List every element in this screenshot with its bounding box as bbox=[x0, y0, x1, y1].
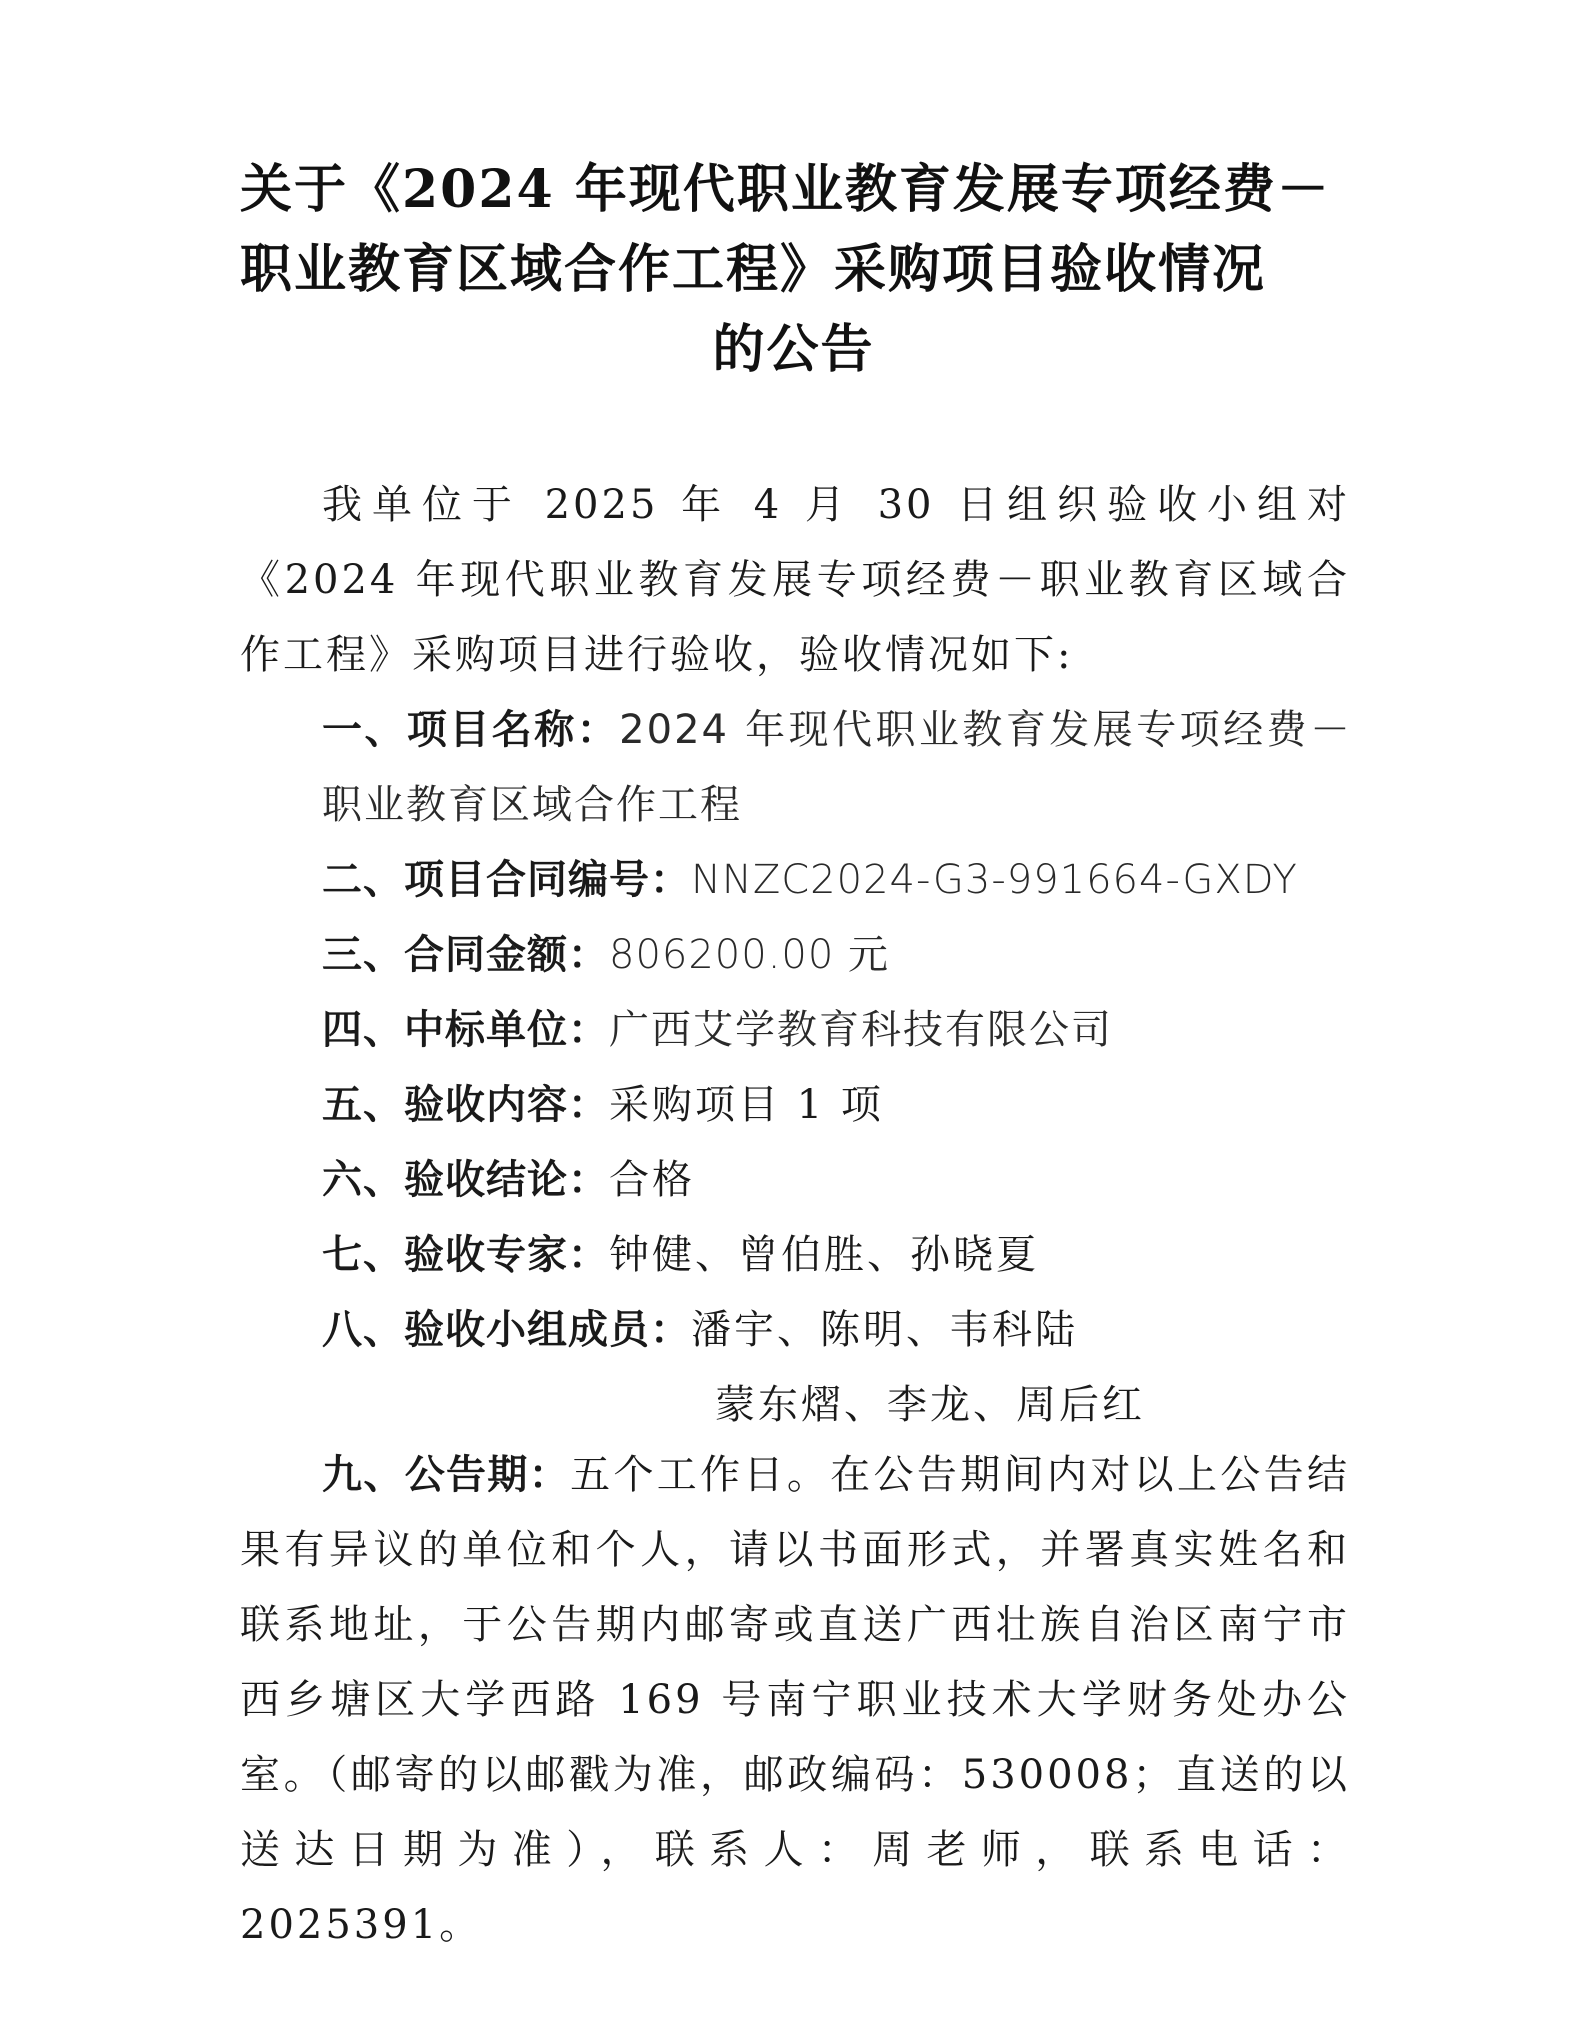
item-group-members bbox=[322, 1293, 1352, 1368]
item-label: 四、中标单位： bbox=[322, 1007, 609, 1053]
notice-label: 九、公告期： bbox=[322, 1452, 571, 1498]
title-line-1: 关于《2024 年现代职业教育发展专项经费－ bbox=[240, 159, 1331, 220]
item-label: 二、项目合同编号： bbox=[322, 857, 691, 903]
item-acceptance-conclusion bbox=[322, 1143, 1352, 1218]
item-value: 2024 年现代职业教育发展专项经费－职业教育区域合作工程 bbox=[322, 707, 1353, 828]
item-acceptance-content bbox=[322, 1068, 1352, 1143]
item-value: 广西艾学教育科技有限公司 bbox=[609, 1007, 1113, 1053]
item-project-name bbox=[322, 693, 1352, 843]
item-value: 806200.00 元 bbox=[609, 932, 890, 978]
notice-paragraph bbox=[240, 1438, 1350, 1963]
item-label: 七、验收专家： bbox=[322, 1232, 609, 1278]
item-label: 三、合同金额： bbox=[322, 932, 609, 978]
item-contract-amount bbox=[322, 918, 1352, 993]
item-value: 潘宇、陈明、韦科陆 bbox=[691, 1307, 1078, 1353]
title-line-3: 的公告 bbox=[712, 319, 875, 380]
item-label: 五、验收内容： bbox=[322, 1082, 609, 1128]
item-value: 采购项目 1 项 bbox=[609, 1082, 884, 1128]
item-contract-no bbox=[322, 843, 1352, 918]
group-members-continued: 蒙东熠、李龙、周后红 bbox=[715, 1382, 1145, 1428]
item-label: 八、验收小组成员： bbox=[322, 1307, 691, 1353]
notice-text: 五个工作日。在公告期间内对以上公告结果有异议的单位和个人，请以书面形式，并署真实姓名和联系地址，于公告期内邮寄或直送广西壮族自治区南宁市西乡塘区大学西路 169 号南宁职业技术大学财务处办公室。（邮寄的以邮戳为准，邮政编码：530008；直送的以送达日期为准），联系人：周老师，联系电话：2025391。 bbox=[240, 1452, 1351, 1948]
item-winning-unit bbox=[322, 993, 1352, 1068]
title-line-2: 职业教育区域合作工程》采购项目验收情况 bbox=[240, 239, 1267, 300]
item-label: 一、项目名称： bbox=[322, 707, 620, 753]
document-title bbox=[240, 150, 1347, 390]
item-label: 六、验收结论： bbox=[322, 1157, 609, 1203]
item-value: NNZC2024-G3-991664-GXDY bbox=[691, 857, 1298, 903]
intro-paragraph: 我单位于 2025 年 4 月 30 日组织验收小组对《2024 年现代职业教育发展专项经费－职业教育区域合作工程》采购项目进行验收，验收情况如下: bbox=[240, 482, 1350, 678]
item-value: 钟健、曾伯胜、孙晓夏 bbox=[609, 1232, 1039, 1278]
item-acceptance-experts bbox=[322, 1218, 1352, 1293]
item-value: 合格 bbox=[609, 1157, 695, 1203]
